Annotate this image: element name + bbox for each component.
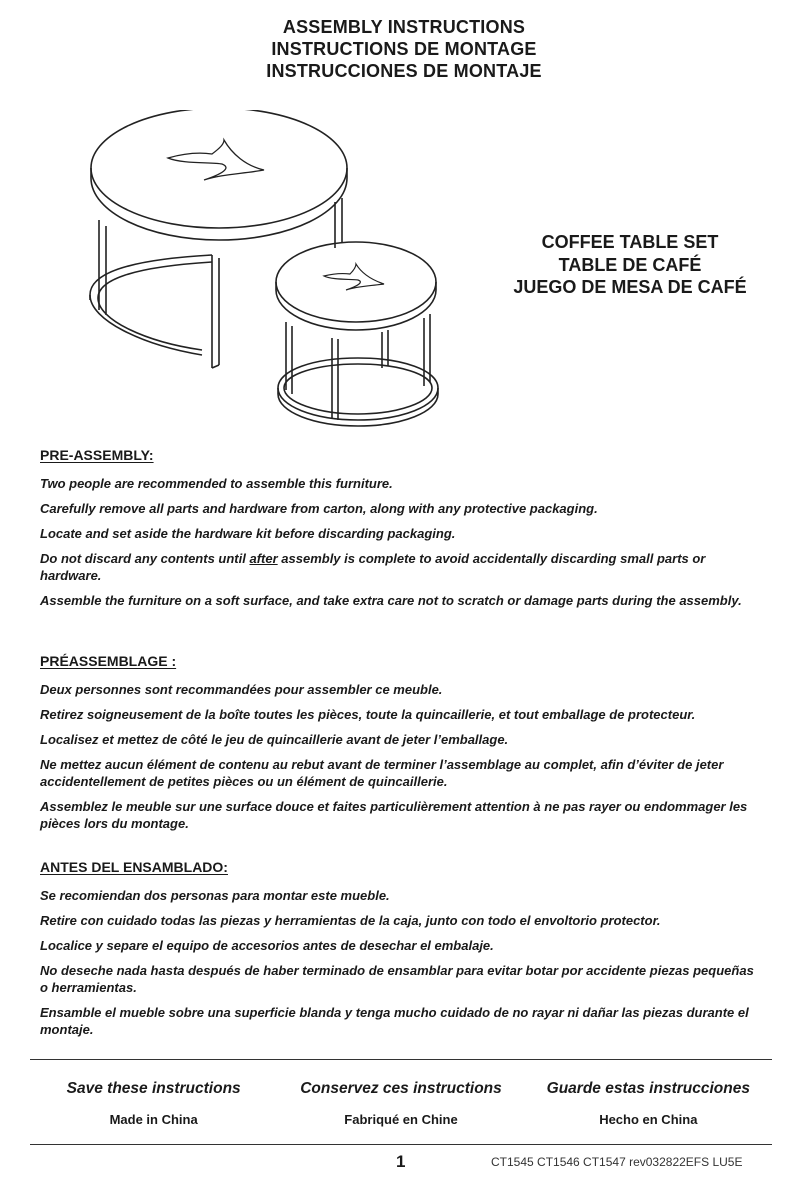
- footer-divider-bottom: [30, 1144, 772, 1145]
- text-fragment: assembly is complete to avoid accidentally discarding small parts or hardware.: [40, 551, 706, 583]
- page-number: 1: [396, 1152, 406, 1171]
- small-table-top: [276, 242, 436, 330]
- document-title: [0, 16, 808, 82]
- coffee-table-set-illustration: [82, 110, 452, 430]
- made-in-spanish: Hecho en China: [599, 1112, 698, 1127]
- save-instructions-english: Save these instructions: [66, 1080, 241, 1097]
- save-instructions-spanish: Guarde estas instrucciones: [546, 1080, 750, 1097]
- section-heading: PRÉASSEMBLAGE :: [40, 653, 177, 669]
- emphasis-text: after: [249, 551, 278, 566]
- title-spanish: INSTRUCCIONES DE MONTAJE: [266, 61, 542, 81]
- small-table-frame: [278, 314, 438, 426]
- title-english: ASSEMBLY INSTRUCTIONS: [282, 17, 526, 37]
- instruction-paragraph: Se recomiendan dos personas para montar este mueble.: [40, 888, 390, 903]
- section-heading: ANTES DEL ENSAMBLADO:: [40, 859, 228, 875]
- pre-assembly-french-section: [40, 653, 760, 840]
- instruction-paragraph: No deseche nada hasta después de haber terminado de ensamblar para evitar botar por accidente piezas pequeñas o herramientas.: [40, 963, 754, 995]
- made-in-row: [30, 1112, 772, 1127]
- made-in-english: Made in China: [109, 1112, 198, 1127]
- model-codes: CT1545 CT1546 CT1547 rev032822EFS LU5E: [491, 1155, 743, 1169]
- instruction-paragraph: Ensamble el mueble sobre una superficie blanda y tenga mucho cuidado de no rayar ni dañar las piezas durante el montaje.: [40, 1005, 749, 1037]
- instruction-paragraph: Assemble the furniture on a soft surface, and take extra care not to scratch or damage parts during the assembly.: [40, 593, 742, 608]
- save-instructions-row: [30, 1080, 772, 1098]
- instruction-paragraph: Deux personnes sont recommandées pour assembler ce meuble.: [40, 682, 443, 697]
- footer-divider-top: [30, 1059, 772, 1060]
- instruction-paragraph: Ne mettez aucun élément de contenu au rebut avant de terminer l’assemblage au complet, afin d’éviter de jeter accidentellement de petites pièces ou un élément de quincaillerie.: [40, 757, 724, 789]
- product-name-spanish: JUEGO DE MESA DE CAFÉ: [513, 277, 747, 297]
- title-french: INSTRUCTIONS DE MONTAGE: [271, 39, 537, 59]
- pre-assembly-spanish-section: [40, 859, 760, 1046]
- instruction-paragraph: [40, 550, 760, 584]
- text-fragment: Do not discard any contents until: [40, 551, 250, 566]
- instruction-paragraph: Locate and set aside the hardware kit before discarding packaging.: [40, 526, 456, 541]
- section-heading: PRE-ASSEMBLY:: [40, 447, 154, 463]
- save-instructions-french: Conservez ces instructions: [300, 1080, 502, 1097]
- made-in-french: Fabriqué en Chine: [344, 1112, 458, 1127]
- instruction-paragraph: Carefully remove all parts and hardware from carton, along with any protective packaging.: [40, 501, 598, 516]
- instruction-paragraph: Retirez soigneusement de la boîte toutes les pièces, toute la quincaillerie, et tout emballage de protecteur.: [40, 707, 696, 722]
- pre-assembly-english-section: [40, 447, 760, 617]
- product-name-english: COFFEE TABLE SET: [541, 232, 719, 252]
- instruction-paragraph: Assemblez le meuble sur une surface douce et faites particulièrement attention à ne pas rayer ou endommager les pièces lors du montage.: [40, 799, 748, 831]
- product-name: [495, 231, 765, 299]
- instruction-paragraph: Two people are recommended to assemble this furniture.: [40, 476, 393, 491]
- instruction-paragraph: Localice y separe el equipo de accesorios antes de desechar el embalaje.: [40, 938, 494, 953]
- large-table-top: [91, 110, 347, 240]
- instruction-paragraph: Localisez et mettez de côté le jeu de quincaillerie avant de jeter l’emballage.: [40, 732, 509, 747]
- product-name-french: TABLE DE CAFÉ: [558, 254, 702, 275]
- instruction-paragraph: Retire con cuidado todas las piezas y herramientas de la caja, junto con todo el envoltorio protector.: [40, 913, 661, 928]
